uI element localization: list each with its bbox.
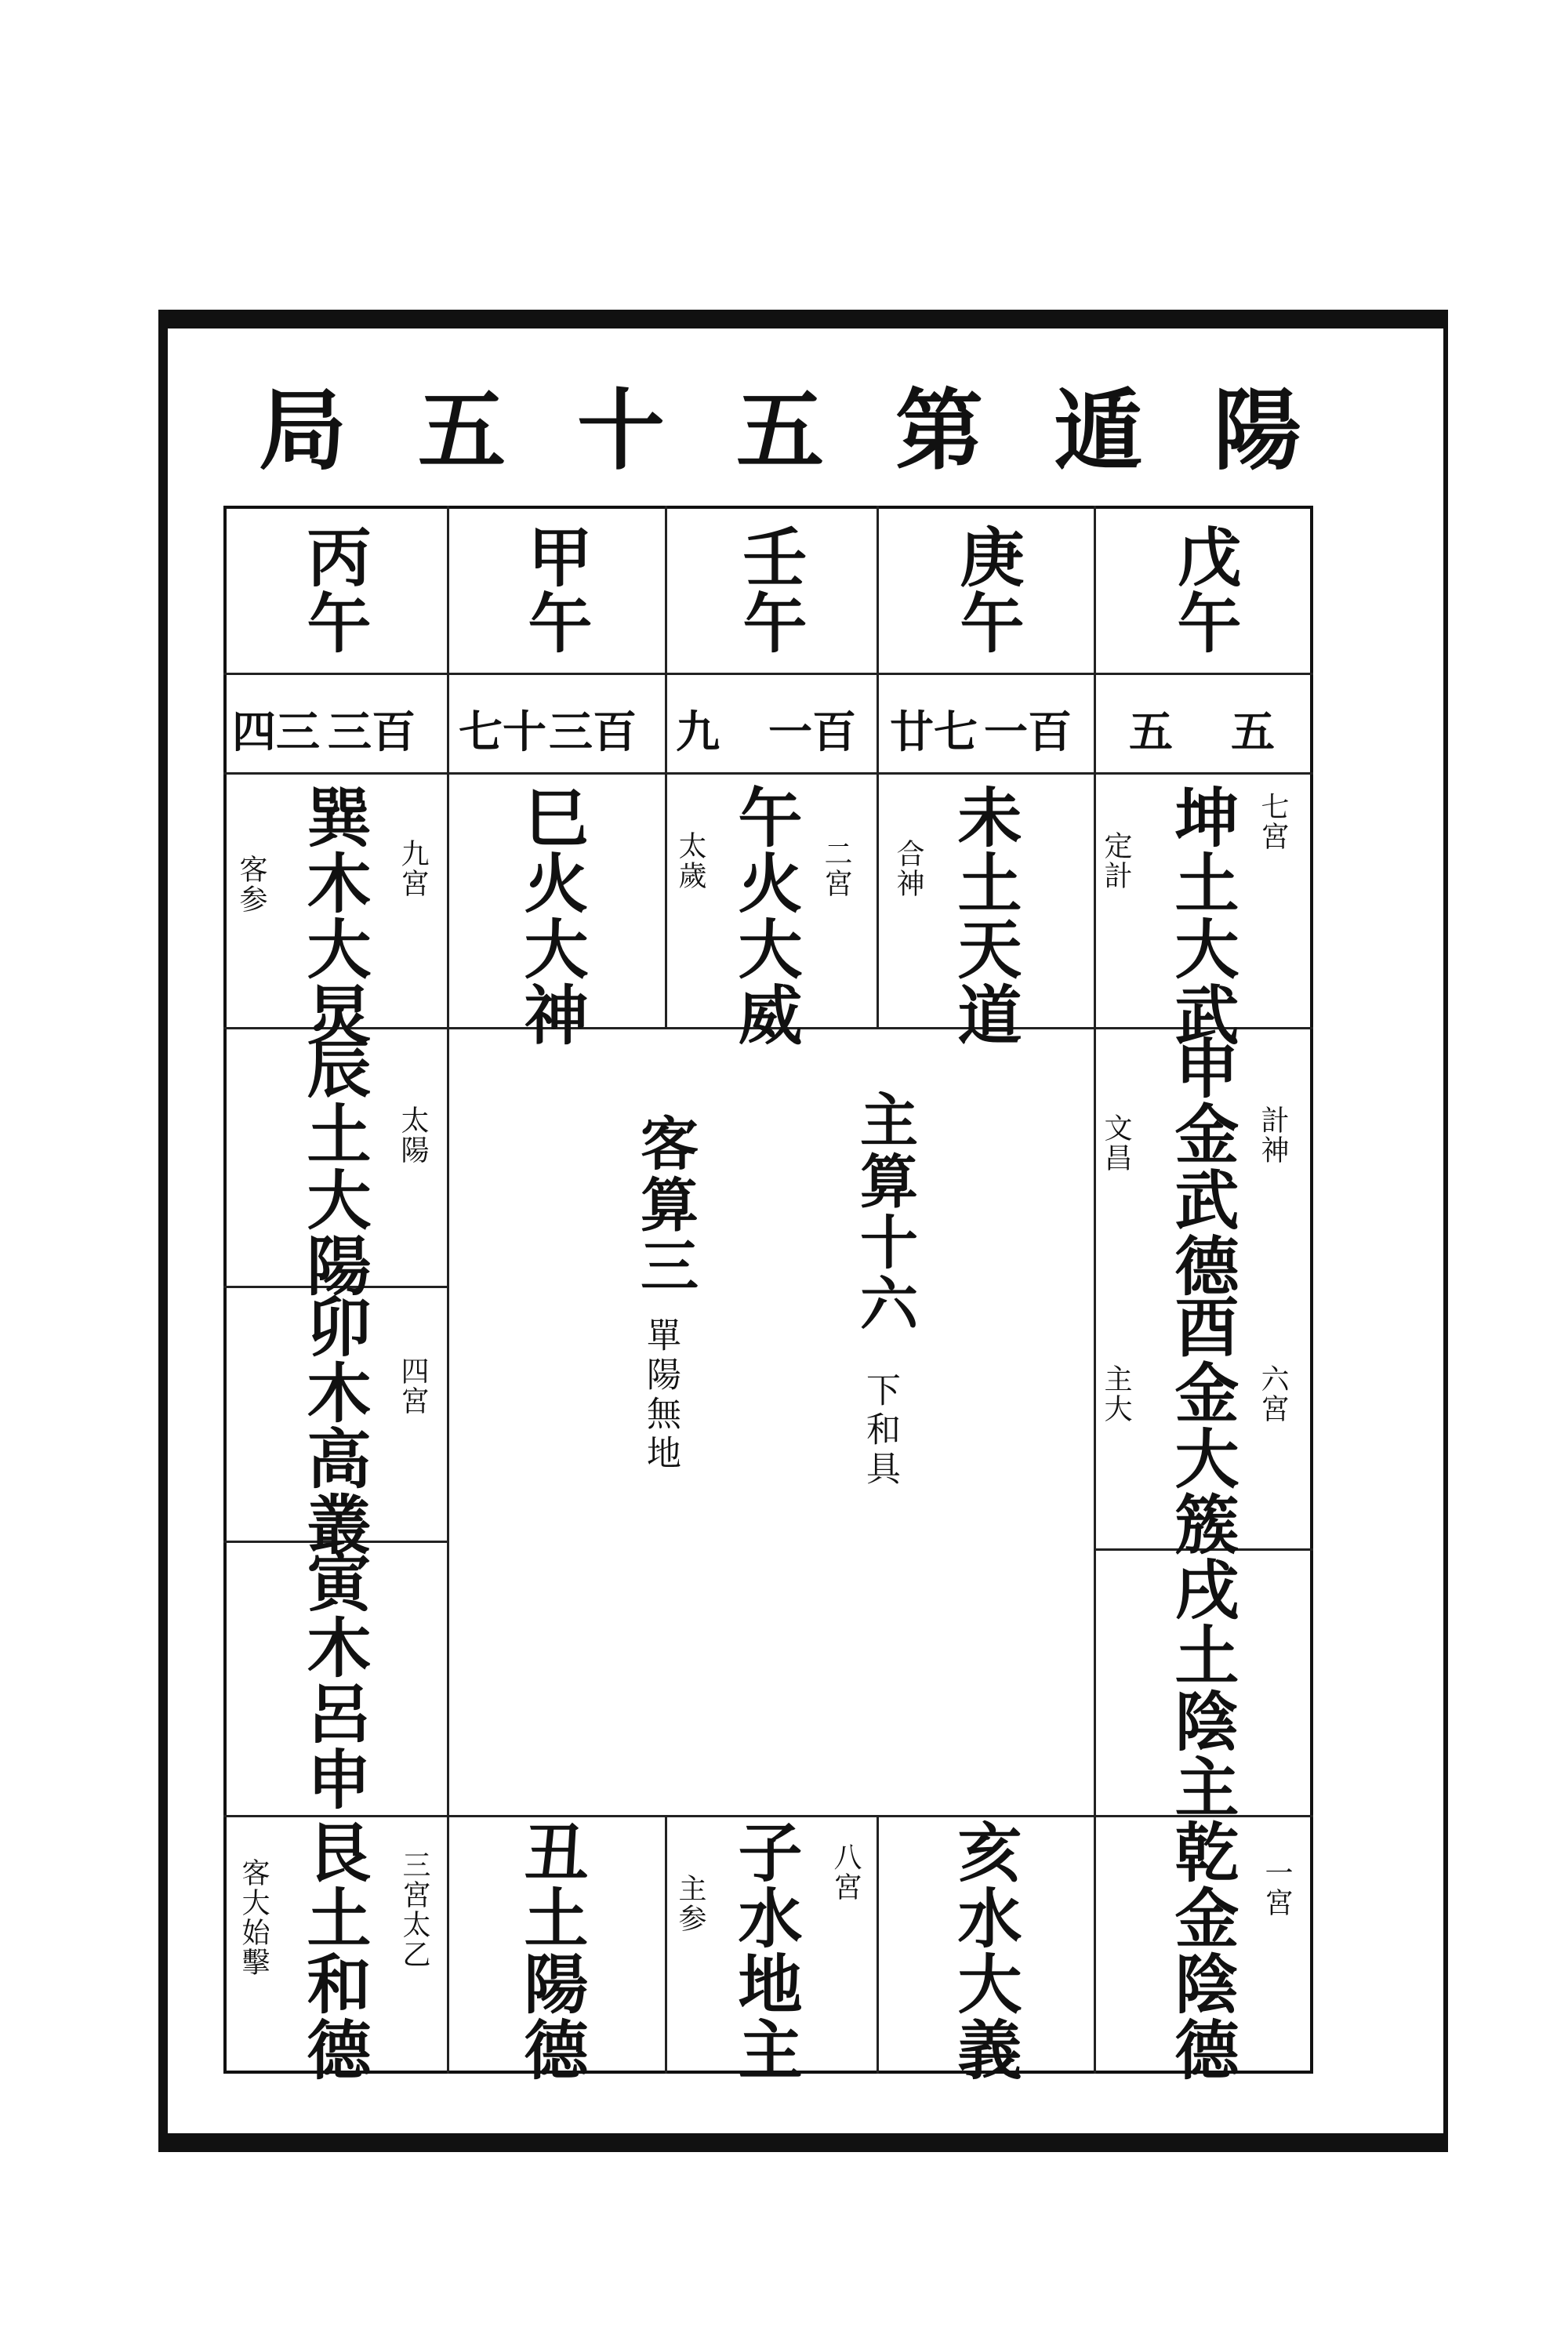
host-score: 主算十六 [851, 1090, 918, 1334]
guest-score: 客算三 [631, 1113, 699, 1297]
palace-main: 申金武德 [1164, 1035, 1240, 1298]
palace-note: 太歲 [674, 831, 706, 891]
palace-main: 酉金大簇 [1164, 1294, 1240, 1557]
palace-note: 主大 [1100, 1364, 1132, 1424]
palace-note: 計神 [1257, 1105, 1289, 1165]
column-divider [1094, 506, 1096, 2074]
title-char: 陽 [1214, 379, 1301, 482]
number-value: 五 [1129, 706, 1173, 758]
number-value: 廿七 [890, 706, 978, 758]
palace-note: 主参 [674, 1874, 706, 1933]
number-value: 七十 [459, 706, 546, 758]
palace-note: 二宮 [820, 839, 852, 898]
title-char: 十 [577, 379, 665, 482]
palace-main: 丑土陽德 [514, 1819, 589, 2082]
palace-note: 三宮太乙 [398, 1850, 430, 1969]
column-divider [665, 506, 667, 1027]
guest-score-note: 單陽無地 [641, 1317, 681, 1474]
title-char: 第 [895, 379, 983, 482]
palace-main: 乾金陰德 [1164, 1819, 1240, 2082]
palace-note: 六宮 [1257, 1364, 1289, 1424]
column-divider [877, 1815, 879, 2074]
number-value: 九 [676, 706, 720, 758]
palace-main: 寅木呂申 [296, 1548, 372, 1812]
palace-main: 午火大威 [728, 784, 803, 1047]
column-divider [665, 1815, 667, 2074]
palace-main: 戌土陰主 [1164, 1556, 1240, 1820]
palace-main: 艮土和德 [296, 1819, 372, 2082]
palace-main: 未土天道 [947, 784, 1022, 1047]
palace-main: 辰土大陽 [296, 1035, 372, 1298]
palace-note: 九宮 [397, 839, 429, 898]
palace-note: 合神 [892, 839, 924, 898]
number-value: 三百 [328, 706, 416, 758]
number-value: 五 [1231, 706, 1275, 758]
title-char: 遁 [1054, 379, 1142, 482]
palace-main: 巳火大神 [514, 784, 589, 1047]
row-divider [223, 1815, 1313, 1817]
palace-main: 卯木高叢 [296, 1294, 372, 1557]
number-value: 一百 [984, 706, 1072, 758]
number-value: 一百 [768, 706, 856, 758]
palace-main: 亥水大義 [947, 1819, 1022, 2082]
row-divider [223, 772, 1313, 775]
stem-cell: 壬午 [732, 524, 808, 655]
stem-cell: 丙午 [296, 524, 372, 655]
palace-note: 八宮 [829, 1842, 862, 1902]
stem-cell: 庚午 [949, 524, 1025, 655]
column-divider [877, 506, 879, 1027]
number-value: 三百 [549, 706, 637, 758]
palace-note: 定計 [1100, 831, 1132, 891]
stem-cell: 戊午 [1167, 524, 1242, 655]
title-char: 局 [259, 379, 347, 482]
palace-main: 坤土大武 [1164, 784, 1240, 1047]
palace-note: 客大始擊 [238, 1858, 270, 1977]
column-divider [447, 506, 449, 2074]
palace-main: 巽木大炅 [296, 784, 372, 1047]
palace-note: 七宮 [1257, 792, 1289, 851]
stem-cell: 甲午 [517, 524, 593, 655]
palace-main: 子水地主 [728, 1819, 803, 2082]
title-char: 五 [418, 379, 506, 482]
palace-note: 四宮 [397, 1356, 429, 1416]
palace-note: 文昌 [1100, 1113, 1132, 1173]
number-value: 四三 [232, 706, 320, 758]
palace-note: 太陽 [397, 1105, 429, 1165]
palace-note: 一宮 [1261, 1858, 1293, 1918]
title-char: 五 [736, 379, 824, 482]
page-title [259, 361, 1301, 486]
palace-note: 客参 [235, 855, 267, 914]
host-score-note: 下和具 [860, 1372, 900, 1490]
row-divider [223, 673, 1313, 675]
